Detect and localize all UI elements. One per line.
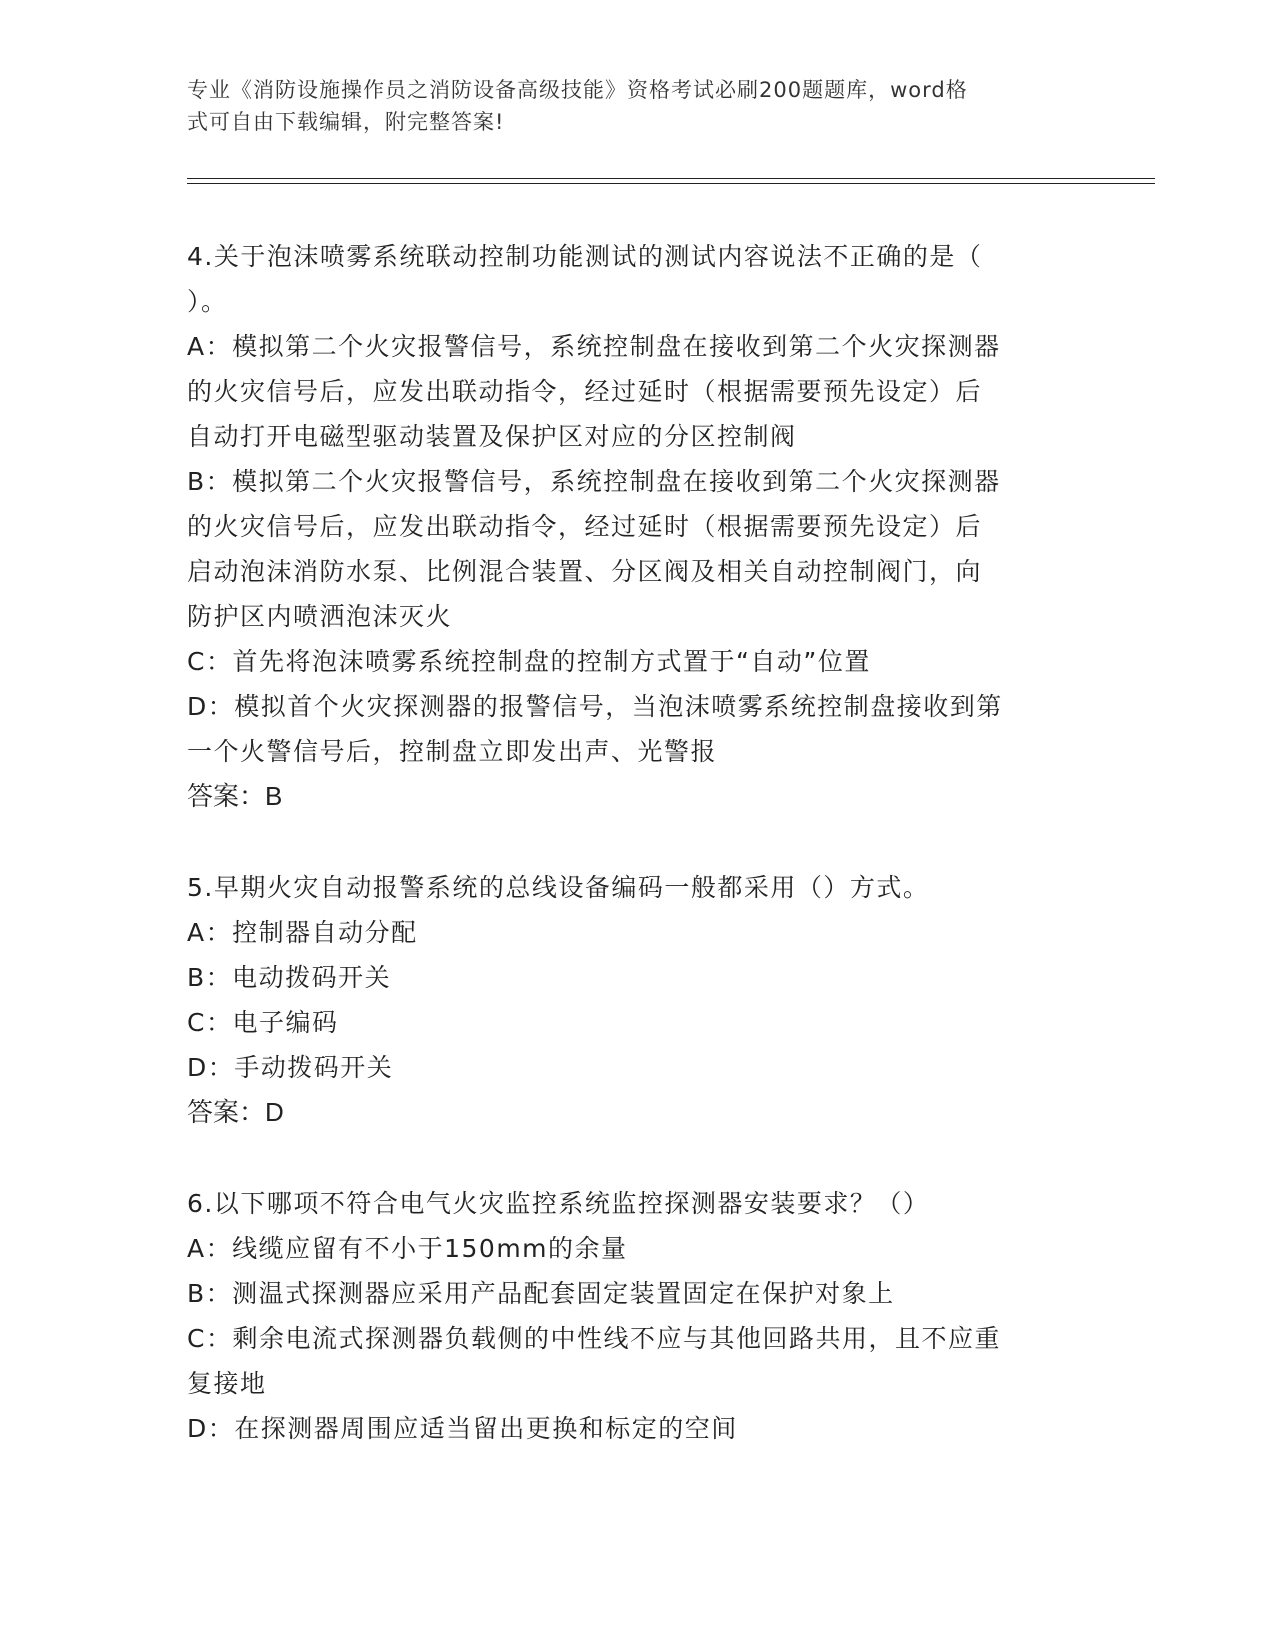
option-c xyxy=(187,1316,1087,1406)
option-line: D：在探测器周围应适当留出更换和标定的空间 xyxy=(187,1414,738,1443)
header-line-2: 式可自由下载编辑，附完整答案! xyxy=(187,110,505,134)
option-line: C：剩余电流式探测器负载侧的中性线不应与其他回路共用，且不应重 xyxy=(187,1324,1001,1353)
stem-line: 4.关于泡沫喷雾系统联动控制功能测试的测试内容说法不正确的是（ xyxy=(187,242,983,271)
question-4 xyxy=(187,234,1087,819)
option-line: D：模拟首个火灾探测器的报警信号，当泡沫喷雾系统控制盘接收到第 xyxy=(187,692,1003,721)
question-5 xyxy=(187,865,1087,1135)
option-b xyxy=(187,1271,1087,1316)
option-line: A：模拟第二个火灾报警信号，系统控制盘在接收到第二个火灾探测器 xyxy=(187,332,1001,361)
option-line: 自动打开电磁型驱动装置及保护区对应的分区控制阀 xyxy=(187,422,797,451)
question-spacer xyxy=(187,1135,1087,1181)
stem-line: 5.早期火灾自动报警系统的总线设备编码一般都采用（）方式。 xyxy=(187,873,930,902)
question-list xyxy=(187,234,1087,1451)
option-a xyxy=(187,1226,1087,1271)
stem-line: 6.以下哪项不符合电气火灾监控系统监控探测器安装要求？（） xyxy=(187,1189,930,1218)
option-c xyxy=(187,1000,1087,1045)
document-header xyxy=(187,74,1087,138)
option-line: B：测温式探测器应采用产品配套固定装置固定在保护对象上 xyxy=(187,1279,895,1308)
option-line: D：手动拨码开关 xyxy=(187,1053,394,1082)
stem-line: ）。 xyxy=(187,287,228,316)
option-d xyxy=(187,1406,1087,1451)
question-spacer xyxy=(187,819,1087,865)
option-d xyxy=(187,1045,1087,1090)
header-divider-top xyxy=(187,178,1155,179)
question-stem xyxy=(187,234,1087,324)
option-line: B：模拟第二个火灾报警信号，系统控制盘在接收到第二个火灾探测器 xyxy=(187,467,1001,496)
option-line: 的火灾信号后，应发出联动指令，经过延时（根据需要预先设定）后 xyxy=(187,377,983,406)
option-line: A：控制器自动分配 xyxy=(187,918,418,947)
option-line: 复接地 xyxy=(187,1369,267,1398)
option-line: C：首先将泡沫喷雾系统控制盘的控制方式置于“自动”位置 xyxy=(187,647,871,676)
option-a xyxy=(187,910,1087,955)
option-b xyxy=(187,459,1087,639)
question-stem xyxy=(187,1181,1087,1226)
question-stem xyxy=(187,865,1087,910)
option-b xyxy=(187,955,1087,1000)
option-line: 防护区内喷洒泡沫灭火 xyxy=(187,602,453,631)
option-line: 的火灾信号后，应发出联动指令，经过延时（根据需要预先设定）后 xyxy=(187,512,983,541)
option-d xyxy=(187,684,1087,774)
answer: 答案：B xyxy=(187,781,283,811)
option-line: 启动泡沫消防水泵、比例混合装置、分区阀及相关自动控制阀门，向 xyxy=(187,557,983,586)
option-line: 一个火警信号后，控制盘立即发出声、光警报 xyxy=(187,737,718,766)
option-a xyxy=(187,324,1087,459)
header-line-1: 专业《消防设施操作员之消防设备高级技能》资格考试必刷200题题库，word格 xyxy=(187,78,968,102)
option-line: C：电子编码 xyxy=(187,1008,339,1037)
question-6 xyxy=(187,1181,1087,1451)
answer: 答案：D xyxy=(187,1097,284,1127)
option-line: A：线缆应留有不小于150mm的余量 xyxy=(187,1234,628,1263)
header-divider-bottom xyxy=(187,183,1155,184)
option-line: B：电动拨码开关 xyxy=(187,963,392,992)
option-c xyxy=(187,639,1087,684)
